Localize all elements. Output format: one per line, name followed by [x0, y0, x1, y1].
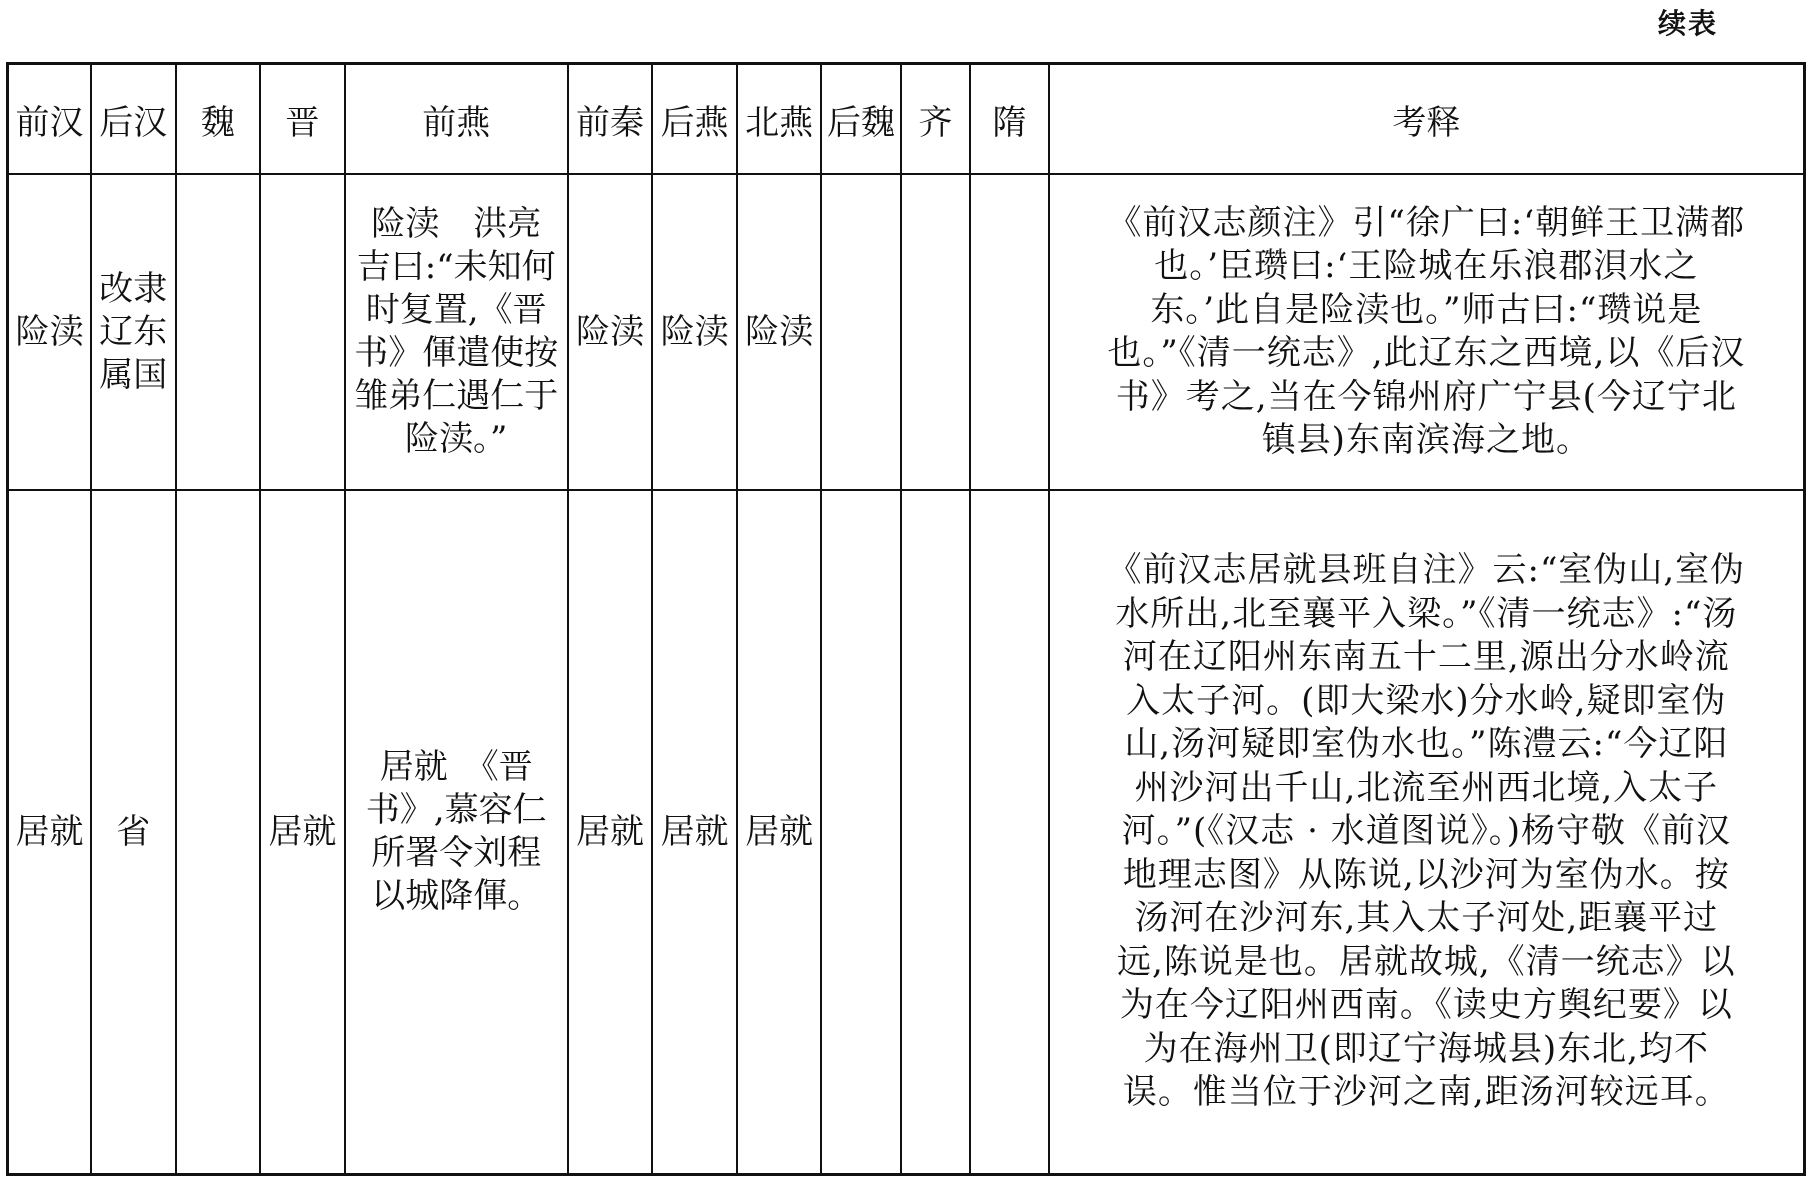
- header-row: [8, 64, 1805, 175]
- cell-sui: [970, 490, 1048, 1175]
- cell-sui: [970, 174, 1048, 490]
- header-qianhan: 前汉: [8, 64, 92, 175]
- cell-jin: [260, 174, 345, 490]
- cell-line: 属国: [99, 354, 168, 395]
- table-row: [8, 174, 1805, 490]
- cell-houhan: [91, 174, 176, 490]
- header-beiyan: 北燕: [737, 64, 822, 175]
- cell-qianyan: [345, 490, 568, 1175]
- kaoshi-line: 为在今辽阳州西南。《读史方舆纪要》以: [1119, 985, 1733, 1026]
- kaoshi-line: 东。’此自是险渎也。”师古曰:“瓒说是: [1150, 289, 1703, 330]
- cell-qianhan: 险渎: [8, 174, 92, 490]
- header-qianqin: 前秦: [568, 64, 653, 175]
- kaoshi-line: 为在海州卫(即辽宁海城县)东北,均不: [1143, 1028, 1709, 1069]
- header-houhan: 后汉: [91, 64, 176, 175]
- kaoshi-line: 水所出,北至襄平入梁。”《清一统志》:“汤: [1115, 593, 1738, 634]
- header-qianyan: 前燕: [345, 64, 568, 175]
- cell-qianqin: 居就: [568, 490, 653, 1175]
- cell-line: 书》,慕容仁: [365, 790, 547, 830]
- cell-qi: [901, 490, 971, 1175]
- cell-qi: [901, 174, 971, 490]
- history-place-table: [6, 62, 1806, 1176]
- cell-wei: [176, 174, 261, 490]
- kaoshi-line: 镇县)东南滨海之地。: [1261, 420, 1591, 460]
- cell-beiyan: 险渎: [737, 174, 822, 490]
- kaoshi-line: 也。”《清一统志》,此辽东之西境,以《后汉: [1107, 333, 1746, 373]
- cell-line: 居就 《晋: [379, 747, 533, 787]
- kaoshi-line: 汤河在沙河东,其入太子河处,距襄平过: [1134, 898, 1719, 939]
- cell-line: 险渎。”: [405, 419, 508, 459]
- header-houyan: 后燕: [652, 64, 737, 175]
- kaoshi-line: 河。”(《汉志 · 水道图说》。)杨守敬《前汉: [1121, 811, 1731, 852]
- kaoshi-line: 河在辽阳州东南五十二里,源出分水岭流: [1122, 637, 1730, 678]
- cell-line: 书》㑮遣使按: [354, 333, 559, 373]
- cell-line: 时复置,《晋: [365, 290, 547, 330]
- cell-houwei: [821, 174, 900, 490]
- cell-qianhan: 居就: [8, 490, 92, 1175]
- cell-kaoshi: [1049, 174, 1805, 490]
- cell-wei: [176, 490, 261, 1175]
- cell-houhan: [91, 490, 176, 1175]
- table-row: [8, 490, 1805, 1175]
- kaoshi-line: 远,陈说是也。居就故城,《清一统志》以: [1117, 941, 1736, 982]
- header-kaoshi: 考释: [1049, 64, 1805, 175]
- header-sui: 隋: [970, 64, 1048, 175]
- cell-qianyan: [345, 174, 568, 490]
- kaoshi-line: 《前汉志居就县班自注》云:“室伪山,室伪: [1107, 550, 1746, 591]
- cell-line: 险渎 洪亮: [371, 204, 542, 244]
- cell-beiyan: 居就: [737, 490, 822, 1175]
- cell-houyan: 险渎: [652, 174, 737, 490]
- cell-kaoshi: [1049, 490, 1805, 1175]
- cell-line: 省: [116, 811, 151, 852]
- cell-line: 雏弟仁遇仁于: [354, 376, 559, 416]
- kaoshi-line: 书》考之,当在今锦州府广宁县(今辽宁北: [1115, 376, 1737, 417]
- cell-line: 辽东: [99, 311, 168, 352]
- kaoshi-line: 州沙河出千山,北流至州西北境,入太子: [1134, 767, 1719, 808]
- cell-line: 所署令刘程: [371, 833, 542, 873]
- kaoshi-line: 也。’臣瓒曰:‘王险城在乐浪郡浿水之: [1154, 246, 1699, 286]
- cell-houwei: [821, 490, 900, 1175]
- cell-line: 改隶: [99, 268, 168, 309]
- cell-line: 以城降㑮。: [371, 876, 542, 916]
- kaoshi-line: 《前汉志颜注》引“徐广曰:‘朝鲜王卫满都: [1107, 202, 1746, 243]
- cell-houyan: 居就: [652, 490, 737, 1175]
- table-caption: 续表: [1657, 7, 1718, 40]
- kaoshi-line: 误。惟当位于沙河之南,距汤河较远耳。: [1122, 1072, 1730, 1113]
- header-wei: 魏: [176, 64, 261, 175]
- header-qi: 齐: [901, 64, 971, 175]
- kaoshi-line: 入太子河。(即大梁水)分水岭,疑即室伪: [1126, 680, 1727, 721]
- kaoshi-line: 山,汤河疑即室伪水也。”陈澧云:“今辽阳: [1124, 724, 1729, 765]
- header-jin: 晋: [260, 64, 345, 175]
- cell-jin: 居就: [260, 490, 345, 1175]
- cell-line: 吉曰:“未知何: [356, 247, 556, 287]
- header-houwei: 后魏: [821, 64, 900, 175]
- cell-qianqin: 险渎: [568, 174, 653, 490]
- kaoshi-line: 地理志图》从陈说,以沙河为室伪水。按: [1122, 854, 1730, 895]
